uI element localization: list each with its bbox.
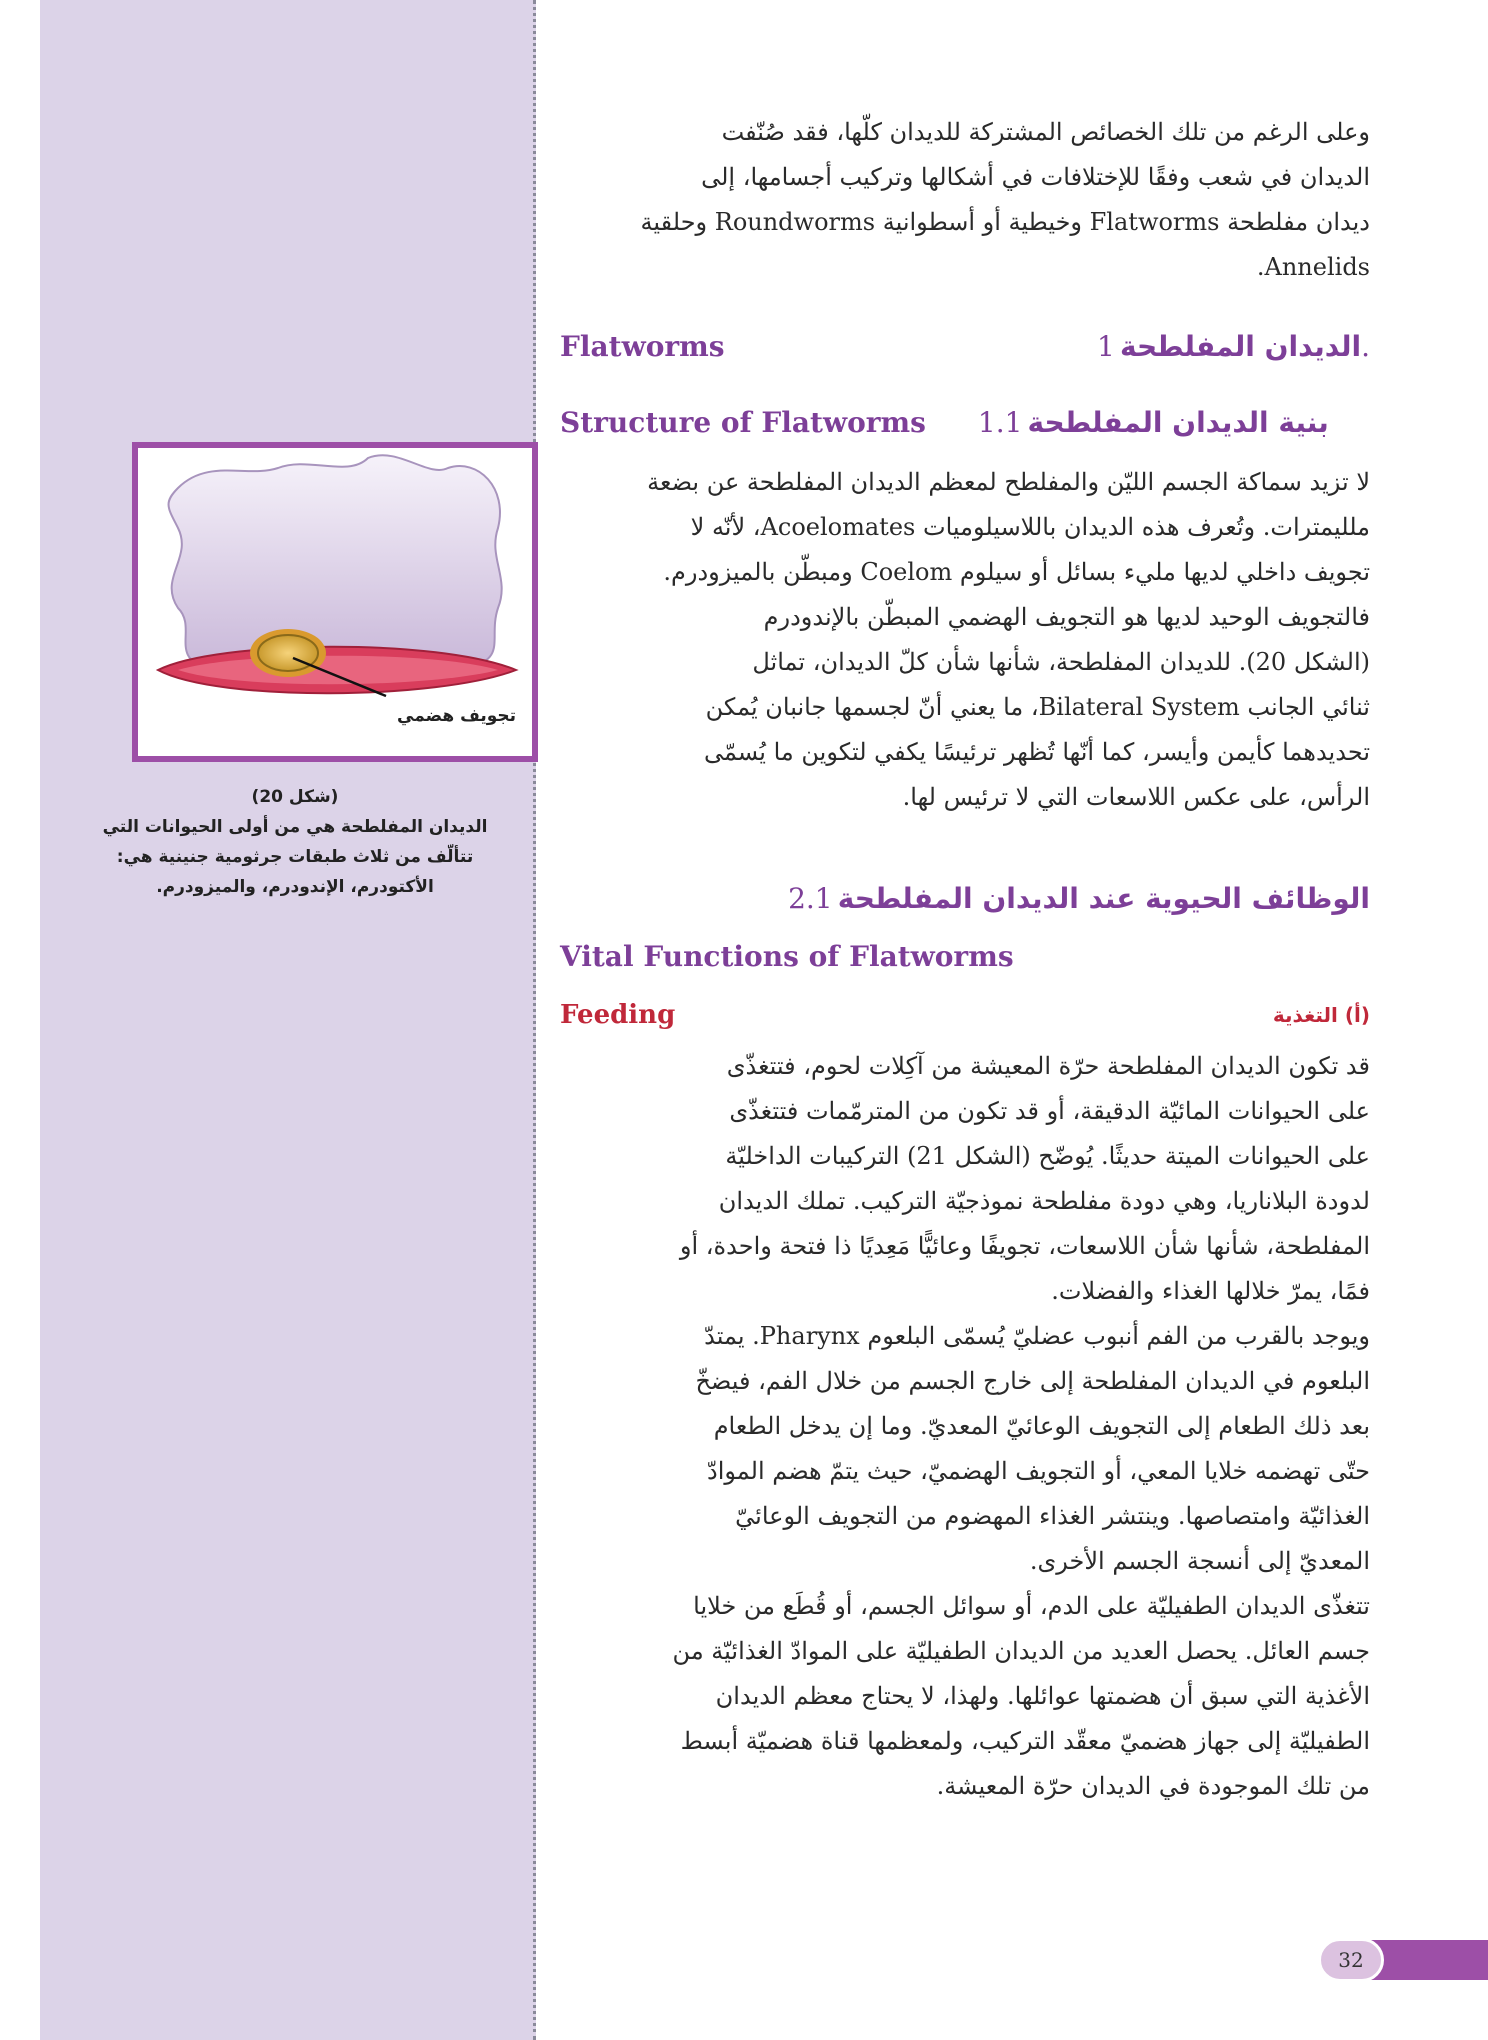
page-margin — [0, 0, 40, 2040]
caption-line: تتألّف من ثلاث طبقات جرثومية جنينية هي: — [116, 847, 474, 867]
text-line: وعلى الرغم من تلك الخصائص المشتركة للديدان كلّها، فقد صُنّفت — [721, 118, 1370, 146]
section-1-title-en: Flatworms — [560, 330, 725, 363]
text-line: على الحيوانات المائيّة الدقيقة، أو قد تكون من المترمّمات فتتغذّى — [729, 1097, 1370, 1125]
text-line: فالتجويف الوحيد لديها هو التجويف الهضمي المبطّن بالإندودرم — [763, 603, 1370, 631]
section-1-heading — [560, 330, 1370, 363]
caption-line: الديدان المفلطحة هي من أولى الحيوانات التي — [102, 817, 488, 837]
text-line: بعد ذلك الطعام إلى التجويف الوعائيّ المعديّ. وما إن يدخل الطعام — [713, 1412, 1370, 1440]
feeding-paragraph-2 — [560, 1314, 1370, 1584]
section-2-1-title-ar: الوظائف الحيوية عند الديدان المفلطحة — [837, 882, 1370, 915]
figure-caption — [80, 782, 510, 902]
text-line: .Annelids — [1256, 253, 1370, 281]
text-line: (الشكل 20). للديدان المفلطحة، شأنها شأن كلّ الديدان، تماثل — [752, 648, 1370, 676]
feeding-paragraph-1 — [560, 1044, 1370, 1314]
caption-line: الأكتودرم، الإندودرم، والميزودرم. — [156, 877, 434, 897]
section-1-title-ar: الديدان المفلطحة — [1119, 330, 1362, 363]
text-line: الرأس، على عكس اللاسعات التي لا ترئيس لها. — [902, 783, 1370, 811]
text-line: تحديدهما كأيمن وأيسر، كما أنّها تُظهر ترئيسًا يكفي لتكوين ما يُسمّى — [703, 738, 1370, 766]
caption-title: (شكل 20) — [251, 787, 339, 807]
text-line: لا تزيد سماكة الجسم الليّن والمفلطح لمعظم الديدان المفلطحة عن بضعة — [647, 468, 1370, 496]
section-1-1-title-ar: بنية الديدان المفلطحة — [1027, 406, 1329, 439]
structure-paragraph — [560, 460, 1370, 820]
section-1-1-heading — [560, 406, 1370, 439]
figure-20-image — [132, 442, 538, 762]
text-line: من تلك الموجودة في الديدان حرّة المعيشة. — [936, 1772, 1370, 1800]
text-line: ويوجد بالقرب من الفم أنبوب عضليّ يُسمّى البلعوم Pharynx. يمتدّ — [704, 1322, 1370, 1350]
text-line: المعديّ إلى أنسجة الجسم الأخرى. — [1029, 1547, 1370, 1575]
text-line: تتغذّى الديدان الطفيليّة على الدم، أو سوائل الجسم، أو قُطَع من خلايا — [693, 1592, 1370, 1620]
text-line: الأغذية التي سبق أن هضمتها عوائلها. ولهذا، لا يحتاج معظم الديدان — [715, 1682, 1370, 1710]
page-number-bar — [1370, 1940, 1488, 1980]
sidebar-panel — [40, 0, 536, 2040]
text-line: على الحيوانات الميتة حديثًا. يُوضّح (الشكل 21) التركيبات الداخليّة — [725, 1142, 1370, 1170]
text-line: ديدان مفلطحة Flatworms وخيطية أو أسطوانية Roundworms وحلقية — [640, 208, 1370, 236]
section-1-number: 1. — [1097, 330, 1370, 363]
text-line: قد تكون الديدان المفلطحة حرّة المعيشة من آكِلات لحوم، فتتغذّى — [726, 1052, 1370, 1080]
figure-label-digestive-cavity: تجويف هضمي — [397, 706, 516, 726]
page-number: 32 — [1318, 1938, 1384, 1982]
section-1-1-title-en: Structure of Flatworms — [560, 406, 926, 439]
section-1-1-number: 1.1 — [977, 406, 1023, 439]
text-line: البلعوم في الديدان المفلطحة إلى خارج الجسم من خلال الفم، فيضخّ — [695, 1367, 1370, 1395]
text-line: المفلطحة، شأنها شأن اللاسعات، تجويفًا وعائيًّا مَعِديًا ذا فتحة واحدة، أو — [679, 1232, 1370, 1260]
text-line: فمًا، يمرّ خلالها الغذاء والفضلات. — [1051, 1277, 1370, 1305]
section-1-title-ar-group — [1097, 330, 1370, 363]
feeding-title-ar: (أ) التغذية — [1272, 1003, 1370, 1027]
text-line: جسم العائل. يحصل العديد من الديدان الطفيليّة على الموادّ الغذائيّة من — [672, 1637, 1370, 1665]
section-1-1-title-ar-group — [978, 406, 1329, 439]
feeding-heading — [560, 1000, 1370, 1030]
section-2-1-heading-en — [560, 940, 1370, 973]
feeding-title-en: Feeding — [560, 1000, 676, 1030]
text-line: الطفيليّة إلى جهاز هضميّ معقّد التركيب، ولمعظمها قناة هضميّة أبسط — [680, 1727, 1370, 1755]
text-line: الديدان في شعب وفقًا للإختلافات في أشكالها وتركيب أجسامها، إلى — [701, 163, 1370, 191]
feeding-paragraph-3 — [560, 1584, 1370, 1809]
text-line: الغذائيّة وامتصاصها. وينتشر الغذاء المهضوم من التجويف الوعائيّ — [735, 1502, 1370, 1530]
text-line: حتّى تهضمه خلايا المعي، أو التجويف الهضميّ، حيث يتمّ هضم الموادّ — [707, 1457, 1370, 1485]
text-line: تجويف داخلي لديها مليء بسائل أو سيلوم Coelom ومبطّن بالميزودرم. — [663, 558, 1370, 586]
section-2-1-title-en: Vital Functions of Flatworms — [560, 940, 1014, 973]
section-2-1-heading-ar — [560, 882, 1370, 915]
text-line: لدودة البلاناريا، وهي دودة مفلطحة نموذجيّة التركيب. تملك الديدان — [718, 1187, 1370, 1215]
intro-paragraph — [560, 110, 1370, 290]
text-line: ملليمترات. وتُعرف هذه الديدان باللاسيلوميات Acoelomates، لأنّه لا — [690, 513, 1370, 541]
section-2-1-number: 2.1 — [788, 882, 833, 915]
text-line: ثنائي الجانب Bilateral System، ما يعني أنّ لجسمها جانبان يُمكن — [705, 693, 1370, 721]
